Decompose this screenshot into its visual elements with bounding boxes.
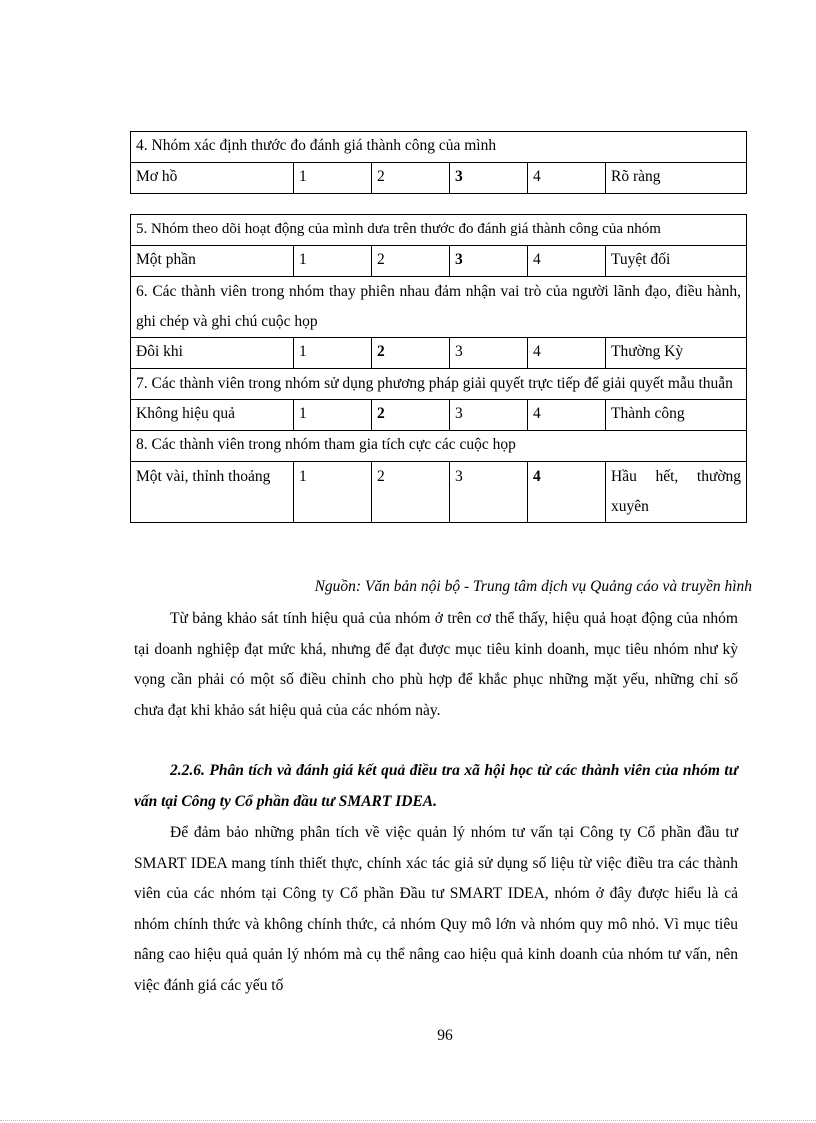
scale-value-3-selected: 3 [450,163,528,194]
scale-row [131,246,747,277]
scale-value-2-selected: 2 [372,400,450,431]
question-text: 4. Nhóm xác định thước đo đánh giá thành công của mình [131,132,747,163]
scale-row [131,400,747,431]
question-row [131,369,747,400]
page-number: 96 [437,1027,453,1044]
scale-right-label: Rõ ràng [606,163,747,194]
scale-left-label: Một vài, thỉnh thoảng [131,462,294,523]
question-text: 7. Các thành viên trong nhóm sử dụng phương pháp giải quyết trực tiếp để giải quyết mẫu thuẫn [131,369,747,400]
page-bottom-divider [0,1120,816,1122]
section-heading: 2.2.6. Phân tích và đánh giá kết quả điều tra xã hội học từ các thành viên của nhóm tư vấn tại Công ty Cổ phần đầu tư SMART IDEA. [134,762,738,810]
scale-value-3: 3 [450,338,528,369]
scale-value-4: 4 [528,246,606,277]
scale-row [131,462,747,523]
scale-right-label: Hầu hết, thường xuyên [606,462,747,523]
question-text: 8. Các thành viên trong nhóm tham gia tích cực các cuộc họp [131,431,747,462]
scale-value-4: 4 [528,338,606,369]
scale-value-1: 1 [294,246,372,277]
scale-value-2: 2 [372,246,450,277]
question-row [131,215,747,246]
scale-value-2: 2 [372,163,450,194]
question-row [131,431,747,462]
scale-row [131,338,747,369]
scale-value-1: 1 [294,338,372,369]
scale-value-1: 1 [294,163,372,194]
scale-value-2-selected: 2 [372,338,450,369]
scale-value-3: 3 [450,462,528,523]
scale-value-4: 4 [528,400,606,431]
survey-table-q5-q8 [130,214,747,523]
scale-left-label: Một phần [131,246,294,277]
scale-row [131,163,747,194]
question-row [131,132,747,163]
question-row [131,277,747,338]
scale-left-label: Không hiệu quả [131,400,294,431]
scale-value-2: 2 [372,462,450,523]
source-note: Nguồn: Văn bản nội bộ - Trung tâm dịch vụ Quảng cáo và truyền hình [314,578,752,595]
scale-value-4: 4 [528,163,606,194]
scale-right-label: Thành công [606,400,747,431]
scale-value-3-selected: 3 [450,246,528,277]
scale-value-1: 1 [294,462,372,523]
scale-value-4-selected: 4 [528,462,606,523]
question-text: 6. Các thành viên trong nhóm thay phiên nhau đảm nhận vai trò của người lãnh đạo, điều hành, ghi chép và ghi chú cuộc họp [131,277,747,338]
scale-value-3: 3 [450,400,528,431]
survey-table-q4 [130,131,747,194]
scale-left-label: Đôi khi [131,338,294,369]
body-paragraph: Để đảm bảo những phân tích về việc quản lý nhóm tư vấn tại Công ty Cổ phần đầu tư SMART IDEA mang tính thiết thực, chính xác tác giả sử dụng số liệu từ việc điều tra các thành viên của các nhóm tại Công ty Cổ phần Đầu tư SMART IDEA, nhóm ở đây được hiểu là cả nhóm chính thức và không chính thức, cả nhóm Quy mô lớn và nhóm quy mô nhỏ. Vì mục tiêu nâng cao hiệu quả quản lý nhóm mà cụ thể nâng cao hiệu quả kinh doanh của nhóm tư vấn, nên việc đánh giá các yếu tố [134,824,738,994]
question-text: 5. Nhóm theo dõi hoạt động của mình dưa trên thước đo đánh giá thành công của nhóm [131,215,747,246]
scale-right-label: Tuyệt đối [606,246,747,277]
scale-left-label: Mơ hồ [131,163,294,194]
scale-right-label: Thường Kỳ [606,338,747,369]
scale-value-1: 1 [294,400,372,431]
body-paragraph: Từ bảng khảo sát tính hiệu quả của nhóm ở trên cơ thể thấy, hiệu quả hoạt động của nhóm tại doanh nghiệp đạt mức khá, nhưng để đạt được mục tiêu kinh doanh, mục tiêu nhóm như kỳ vọng cần phải có một số điều chỉnh cho phù hợp để khắc phục những mặt yếu, những chỉ số chưa đạt khi khảo sát hiệu quả của các nhóm này. [134,610,738,719]
